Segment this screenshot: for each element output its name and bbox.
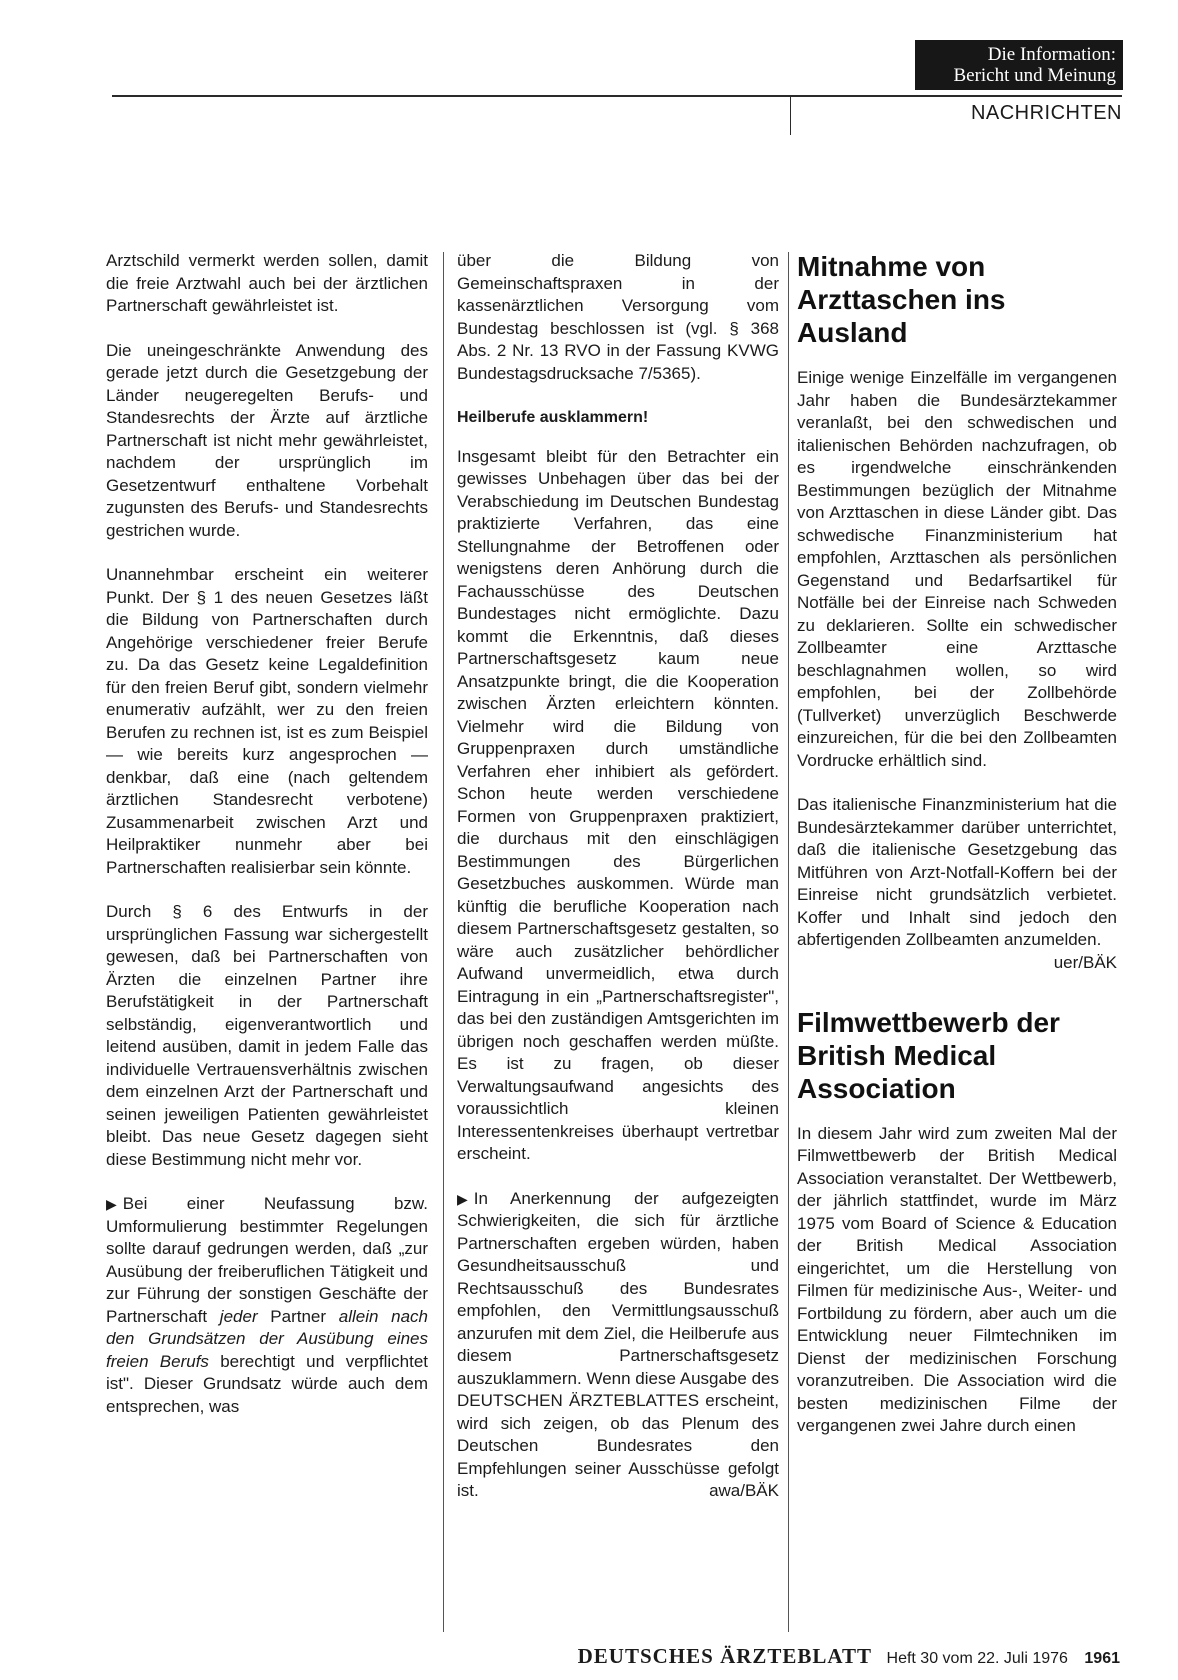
journal-name: DEUTSCHES ÄRZTEBLATT xyxy=(577,1644,873,1668)
page-footer xyxy=(500,1644,1120,1669)
paragraph: Arztschild vermerkt werden sollen, damit die freie Arztwahl auch bei der ärztlichen Partnerschaft gewährleistet ist. xyxy=(106,251,428,315)
paragraph: Einige wenige Einzelfälle im vergangenen Jahr haben die Bundesärztekammer veranlaßt, bei den schwedischen und italienischen Behörden nachzufragen, ob es irgendwelche einschränkenden Bestimmungen bezüglich der Mitnahme von Arzttaschen in diese Länder gibt. Das schwedische Finanzministerium hat empfohlen, Arzttaschen als persönlichen Gegenstand und Bedarfsartikel für Notfälle bei der Einreise nach Schweden zu deklarieren. Sollte ein schwedischer Zollbeamter eine Arzttasche beschlagnahmen wollen, so wird empfohlen, bei der Zollbehörde (Tullverket) unverzüglich Beschwerde einzureichen, für die bei den Zollbeamten Vordrucke erhältlich sind. xyxy=(797,368,1117,770)
page-number: 1961 xyxy=(1084,1650,1120,1667)
paragraph: Unannehmbar erscheint ein weiterer Punkt. Der § 1 des neuen Gesetzes läßt die Bildung von Partnerschaften durch Angehörige verschiedener freier Berufe zu. Da das Gesetz keine Legaldefinition für den freien Beruf gibt, sondern vielmehr enumerativ aufzählt, wer zu den freien Berufen zu rechnen ist, ist es zum Beispiel — wie bereits kurz angesprochen — denkbar, daß eine (nach geltendem ärztlichen Standesrecht verbotene) Zusammenarbeit zwischen Arzt und Heilpraktiker nunmehr aber bei Partnerschaften realisierbar sein könnte. xyxy=(106,565,428,877)
issue-info: Heft 30 vom 22. Juli 1976 xyxy=(886,1650,1068,1667)
paragraph: Die uneingeschränkte Anwendung des gerade jetzt durch die Gesetzgebung der Länder neugeregelten Berufs- und Standesrechts der Ärzte auf ärztliche Partnerschaft ist nicht mehr gewährleistet, nachdem der ursprünglich im Gesetzentwurf enthaltene Vorbehalt zugunsten des Berufs- und Standesrechts gestrichen wurde. xyxy=(106,340,428,540)
badge-line-1: Die Information: xyxy=(987,44,1116,65)
column-divider xyxy=(788,252,789,1632)
header-vertical-rule xyxy=(790,95,791,135)
paragraph: Durch § 6 des Entwurfs in der ursprünglichen Fassung war sichergestellt gewesen, daß bei Partnerschaften von Ärzten die einzelnen Partner ihre Berufstätigkeit in der Partnerschaft selbständig, eigenverantwortlich und leitend ausüben, damit in jedem Falle das individuelle Vertrauensverhältnis zwischen dem einzelnen Arzt der Partnerschaft und seinen jeweiligen Patienten gewährleistet bleibt. Das neue Gesetz dagegen sieht diese Bestimmung nicht mehr vor. xyxy=(106,902,428,1169)
text-column-1 xyxy=(106,250,428,1440)
subheading: Heilberufe ausklammern! xyxy=(457,409,649,426)
paragraph: In diesem Jahr wird zum zweiten Mal der Filmwettbewerb der British Medical Association veranstaltet. Der Wettbewerb, der jährlich stattfindet, wurde im März 1975 vom Board of Science & Education der British Medical Association eingerichtet, um die Herstellung von Filmen für medizinische Aus-, Weiter- und Fortbildung zu fördern, aber auch um die Entwicklung neuer Filmtechniken im Dienst der medizinischen Forschung voranzutreiben. Die Association wird die besten medizinischen Filme der vergangenen zwei Jahre durch einen xyxy=(797,1123,1117,1435)
paragraph: ▶ Bei einer Neufassung bzw. Umformulierung bestimmter Regelungen sollte darauf gedrungen werden, daß „zur Ausübung der freiberuflichen Tätigkeit und zur Führung der sonstigen Geschäfte der Partnerschaft jeder Partner allein nach den Grundsätzen der Ausübung eines freien Berufs berechtigt und verpflichtet ist". Dieser Grundsatz würde auch dem entsprechen, was xyxy=(106,1194,428,1416)
paragraph: ▶ In Anerkennung der aufgezeigten Schwierigkeiten, die sich für ärztliche Partnerschaften ergeben würden, haben Gesundheitsausschuß und Rechtsausschuß des Bundesrates empfohlen, den Vermittlungsausschuß anzurufen mit dem Ziel, die Heilberufe aus diesem Partnerschaftsgesetz auszuklammern. Wenn diese Ausgabe des DEUTSCHEN ÄRZTEBLATTES erscheint, wird sich zeigen, ob das Plenum des Deutschen Bundesrates den Empfehlungen seiner Ausschüsse gefolgt ist. awa/BÄK xyxy=(457,1188,779,1503)
column-divider xyxy=(443,252,444,1632)
article-headline: Filmwettbewerb der British Medical Association xyxy=(797,1006,1060,1104)
triangle-bullet-icon: ▶ xyxy=(457,1190,468,1207)
paragraph: über die Bildung von Gemeinschaftspraxen in der kassenärztlichen Versorgung vom Bundestag beschlossen ist (vgl. § 368 Abs. 2 Nr. 13 RVO in der Fassung KVWG Bundestagsdrucksache 7/5365). xyxy=(457,251,779,383)
badge-line-2: Bericht und Meinung xyxy=(953,65,1116,86)
text-column-2 xyxy=(457,250,779,1525)
paragraph: Insgesamt bleibt für den Betrachter ein gewisses Unbehagen über das bei der Verabschiedung im Deutschen Bundestag praktizierte Verfahren, das eine Stellungnahme der Betroffenen oder wenigstens deren Anhörung durch die Fachausschüsse des Deutschen Bundestages nicht ermöglichte. Dazu kommt die Erkenntnis, daß dieses Partnerschaftsgesetz kaum neue Ansatzpunkte bringt, die die Kooperation zwischen Ärzten erleichtern könnten. Vielmehr wird die Bildung von Gruppenpraxen durch umständliche Verfahren eher inhibiert als gefördert. Schon heute werden verschiedene Formen von Gruppenpraxen praktiziert, die durchaus mit den einschlägigen Bestimmungen des Bürgerlichen Gesetzbuches auskommen. Würde man künftig die berufliche Kooperation nach diesem Partnerschaftsgesetz gestalten, so wäre auch zusätzlicher behördlicher Aufwand unvermeidlich, etwa durch Eintragung in ein „Partnerschaftsregister", das bei den zuständigen Amtsgerichten im übrigen noch geschaffen werden müßte. Es ist zu fragen, ob dieser Verwaltungsaufwand angesichts des voraussichtlich kleinen Interessentenkreises überhaupt vertretbar erscheint. xyxy=(457,446,779,1163)
header-rule xyxy=(112,95,1122,97)
section-badge xyxy=(915,40,1123,90)
author-signature: awa/BÄK xyxy=(709,1481,779,1500)
author-signature: uer/BÄK xyxy=(1053,952,1117,972)
paragraph: Das italienische Finanzministerium hat die Bundesärztekammer darüber unterrichtet, daß die italienische Gesetzgebung das Mitführen von Arzt-Notfall-Koffern bei der Einreise nicht grundsätzlich verbietet. Koffer und Inhalt sind jedoch den abfertigenden Zollbeamten anzumelden. uer/BÄK xyxy=(797,794,1117,952)
article-headline: Mitnahme von Arzttaschen ins Ausland xyxy=(797,251,1006,348)
text-column-3 xyxy=(797,250,1117,1460)
triangle-bullet-icon: ▶ xyxy=(106,1196,117,1212)
section-label: NACHRICHTEN xyxy=(970,102,1122,124)
